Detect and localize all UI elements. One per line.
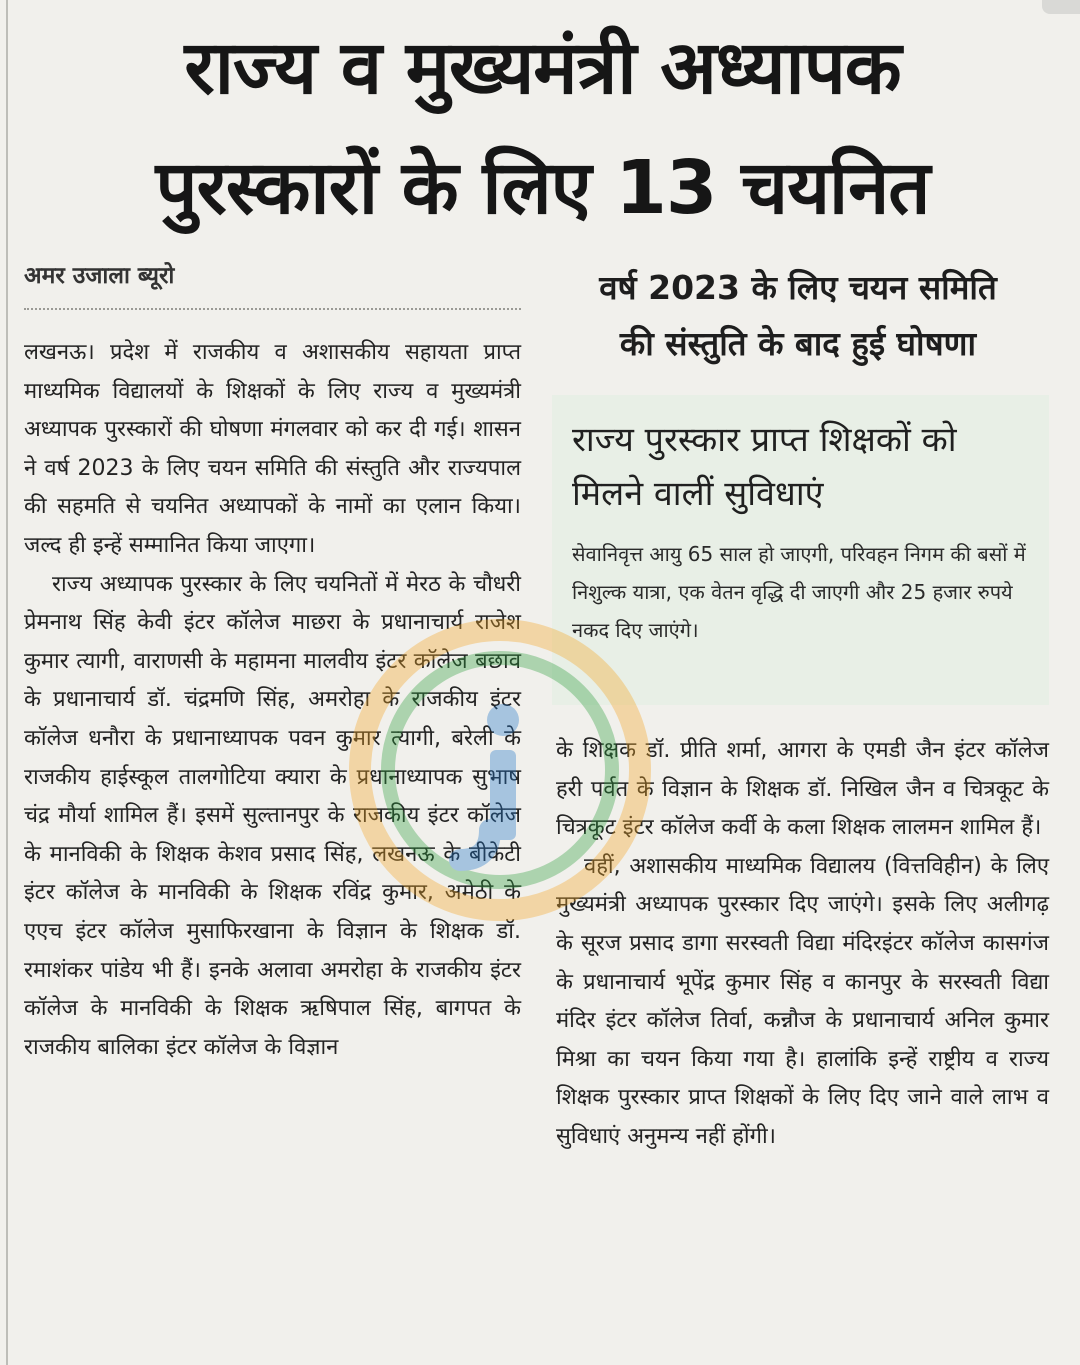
subheadline-line-2: की संस्तुति के बाद हुई घोषणा: [619, 324, 977, 363]
article-paragraph: राज्य अध्यापक पुरस्कार के लिए चयनितों में मेरठ के चौधरी प्रेमनाथ सिंह केवी इंटर कॉलेज माछरा के प्रधानाचार्य राजेश कुमार त्यागी, वाराणसी के महामना मालवीय इंटर कॉलेज बछाव के प्रधानाचार्य डॉ. चंद्रमणि सिंह, अमरोहा के राजकीय इंटर कॉलेज धनौरा के प्रधानाध्यापक पवन कुमार त्यागी, बरेली के राजकीय हाईस्कूल तालगोटिया क्यारा के प्रधानाध्यापक सुभाष चंद्र मौर्या शामिल हैं। इसमें सुल्तानपुर के राजकीय इंटर कॉलेज के मानविकी के शिक्षक केशव प्रसाद सिंह, लखनऊ के बीकेटी इंटर कॉलेज के मानविकी के शिक्षक रविंद्र कुमार, अमेठी के एएच इंटर कॉलेज मुसाफिरखाना के विज्ञान के शिक्षक डॉ. रमाशंकर पांडेय भी हैं। इनके अलावा अमरोहा के राजकीय इंटर कॉलेज के मानविकी के शिक्षक ऋषिपाल सिंह, बागपत के राजकीय बालिका इंटर कॉलेज के विज्ञान: [24, 571, 521, 1060]
subheadline-line-1: वर्ष 2023 के लिए चयन समिति: [599, 268, 997, 307]
article-paragraph: के शिक्षक डॉ. प्रीति शर्मा, आगरा के एमडी जैन इंटर कॉलेज हरी पर्वत के विज्ञान के शिक्षक डॉ. निखिल जैन व चित्रकूट के चित्रकूट इंटर कॉलेज कर्वी के कला शिक्षक लालमन शामिल हैं।: [556, 738, 1049, 841]
headline: [20, 8, 1065, 248]
info-box-text: सेवानिवृत्त आयु 65 साल हो जाएगी, परिवहन निगम की बसों में निशुल्क यात्रा, एक वेतन वृद्धि दी जाएगी और 25 हजार रुपये नकद दिए जाएंगे।: [572, 542, 1026, 642]
article-paragraph: लखनऊ। प्रदेश में राजकीय व अशासकीय सहायता प्राप्त माध्यमिक विद्यालयों के शिक्षकों के लिए राज्य व मुख्यमंत्री अध्यापक पुरस्कारों की घोषणा मंगलवार को कर दी गई। शासन ने वर्ष 2023 के लिए चयन समिति की संस्तुति और राज्यपाल की सहमति से चयनित अध्यापकों के नामों का एलान किया। जल्द ही इन्हें सम्मानित किया जाएगा।: [24, 340, 521, 558]
headline-line-2: पुरस्कारों के लिए 13 चयनित: [155, 145, 930, 231]
headline-line-1: राज्य व मुख्यमंत्री अध्यापक: [184, 25, 901, 111]
info-box-title: राज्य पुरस्कार प्राप्त शिक्षकों को मिलने वालीं सुविधाएं: [572, 420, 957, 514]
benefits-info-box: [552, 395, 1049, 705]
article-column-left: [24, 334, 521, 1067]
column-divider-line: [6, 0, 8, 1365]
byline-dotted-rule: [24, 308, 521, 310]
article-paragraph: वहीं, अशासकीय माध्यमिक विद्यालय (वित्तविहीन) के लिए मुख्यमंत्री अध्यापक पुरस्कार दिए जाएंगे। इसके लिए अलीगढ़ के सूरज प्रसाद डागा सरस्वती विद्या मंदिरइंटर कॉलेज कासगंज के प्रधानाचार्य भूपेंद्र कुमार सिंह व कानपुर के सरस्वती विद्या मंदिर इंटर कॉलेज तिर्वा, कन्नौज के प्रधानाचार्य अनिल कुमार मिश्रा का चयन किया गया है। हालांकि इन्हें राष्ट्रीय व राज्य शिक्षक पुरस्कार प्राप्त शिक्षकों के लिए दिए जाने वाले लाभ व सुविधाएं अनुमन्य नहीं होंगी।: [556, 853, 1049, 1149]
byline: अमर उजाला ब्यूरो: [24, 263, 175, 289]
subheadline: [548, 260, 1048, 372]
article-column-right: [556, 732, 1049, 1157]
